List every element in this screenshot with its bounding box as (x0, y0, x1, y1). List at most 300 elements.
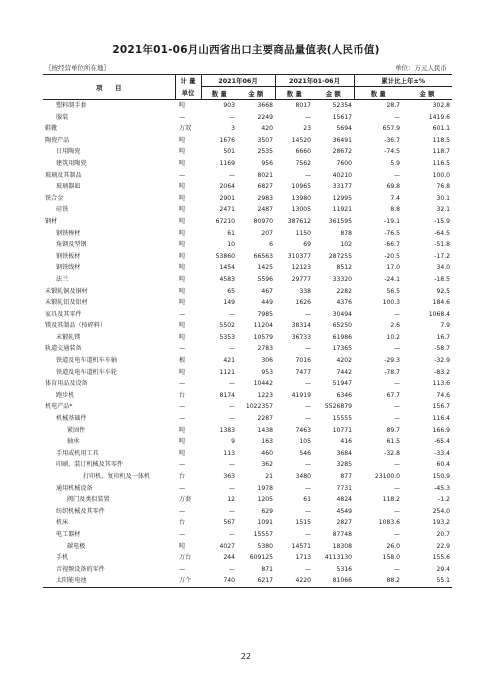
item-name: 铁道及电车道机车车轮 (56, 368, 117, 376)
cmp-qty-cell: 26.0 (386, 542, 401, 550)
month-qty-cell: 1383 (219, 426, 235, 434)
unit-cell: — (179, 530, 186, 538)
ytd-qty-cell: — (304, 345, 311, 353)
month-amt-cell: 7985 (257, 310, 273, 318)
cmp-amt-cell: 29.4 (436, 565, 451, 573)
month-qty-cell: — (228, 113, 235, 121)
month-qty-cell: 740 (201, 575, 237, 587)
table-row (43, 494, 452, 506)
item-name: 纺织机械及其零件 (56, 507, 105, 515)
item-name: 钢材 (45, 217, 58, 225)
cmp-qty-cell: -74.5 (384, 148, 401, 156)
item-name: 跑步机 (56, 391, 75, 399)
cmp-amt-cell: 32.1 (436, 206, 451, 214)
month-amt-cell: 467 (261, 287, 273, 295)
cmp-amt-cell: -1.2 (438, 496, 451, 504)
cmp-qty-cell: 28.7 (386, 102, 401, 109)
ytd-amt-cell: 2827 (336, 519, 353, 527)
item-name: 服装 (56, 113, 69, 121)
month-qty-cell: 149 (223, 299, 235, 307)
header-cmp-amt: 金 额 (402, 87, 452, 100)
month-amt-cell: 2783 (257, 345, 273, 353)
cmp-amt-cell: -33.4 (434, 449, 451, 457)
table-row (43, 401, 452, 413)
cmp-amt-cell: 1419.6 (428, 113, 451, 121)
cmp-qty-cell: -29.3 (384, 357, 401, 365)
unit-cell: 吨 (179, 194, 186, 202)
ytd-qty-cell: 7016 (295, 357, 311, 365)
month-amt-cell: 6 (269, 241, 273, 249)
ytd-qty-cell: 12123 (291, 264, 311, 272)
ytd-amt-cell: 4202 (336, 357, 353, 365)
export-commodity-table (43, 74, 452, 588)
item-name: 音视频设备的零件 (56, 565, 105, 573)
page-number: 22 (240, 652, 252, 661)
unit-cell: 吨 (179, 206, 186, 214)
month-qty-cell: — (228, 171, 235, 179)
item-name: 陶瓷产品 (45, 136, 70, 144)
cmp-amt-cell: -51.8 (434, 241, 451, 249)
month-qty-cell: — (228, 403, 235, 411)
ytd-amt-cell: 3285 (336, 461, 353, 469)
header-ytd: 2021年01-06月 (275, 75, 354, 87)
table-row (43, 262, 452, 274)
month-qty-cell: — (228, 484, 235, 492)
month-qty-cell: 363 (223, 473, 235, 480)
month-amt-cell: 871 (261, 565, 273, 573)
cmp-amt-cell: 55.1 (402, 575, 452, 587)
cmp-qty-cell: 69.8 (386, 183, 401, 191)
header-cmp-qty: 数 量 (354, 87, 402, 100)
table-row (43, 228, 452, 240)
month-qty-cell: 421 (223, 357, 235, 365)
ytd-amt-cell: 5694 (336, 125, 353, 133)
item-name: 印刷、装订机械及其零件 (56, 461, 124, 469)
cmp-amt-cell: 601.1 (432, 125, 451, 133)
ytd-qty-cell: 14520 (291, 136, 311, 144)
month-amt-cell: 1205 (257, 496, 273, 504)
unit-cell: 吨 (179, 322, 186, 330)
unit-cell: 万套 (179, 496, 192, 504)
cmp-amt-cell: 1068.4 (428, 310, 451, 318)
unit-cell: 吨 (179, 368, 186, 376)
cmp-amt-cell: 116.4 (432, 415, 451, 423)
unit-cell: — (179, 310, 186, 318)
unit-cell: 吨 (179, 287, 186, 295)
table-row (43, 552, 452, 564)
month-amt-cell: 8021 (257, 171, 273, 179)
cmp-amt-cell: 76.8 (436, 183, 451, 191)
table-row (43, 413, 452, 425)
ytd-amt-cell: 11921 (332, 206, 353, 214)
table-row (43, 123, 452, 135)
month-qty-cell: 903 (223, 102, 235, 109)
cmp-qty-cell: -24.1 (384, 275, 401, 283)
cmp-amt-cell: 118.7 (432, 148, 451, 156)
month-amt-cell: 2535 (257, 148, 273, 156)
month-amt-cell: 207 (261, 229, 273, 237)
table-row (43, 517, 452, 529)
item-name: 机电产品* (45, 403, 73, 411)
unit-cell: — (179, 345, 186, 353)
month-amt-cell: 2487 (257, 206, 273, 214)
month-qty-cell: 3 (231, 125, 235, 133)
cmp-amt-cell: 16.7 (436, 333, 451, 341)
cmp-amt-cell: 184.6 (432, 299, 451, 307)
cmp-amt-cell: 166.9 (432, 426, 451, 434)
unit-cell: 吨 (179, 264, 186, 272)
cmp-amt-cell: -18.5 (434, 275, 451, 283)
ytd-qty-cell: 8017 (295, 102, 311, 109)
cmp-amt-cell: 302.8 (432, 102, 451, 109)
cmp-qty-cell: 88.2 (354, 575, 402, 587)
item-name: 建筑用陶瓷 (56, 159, 87, 167)
unit-cell: — (179, 484, 186, 492)
item-name: 轴承 (67, 438, 80, 446)
cmp-amt-cell: 150.9 (432, 473, 451, 480)
unit-cell: 万个 (175, 575, 201, 587)
ytd-qty-cell: 1515 (295, 519, 311, 527)
cmp-qty-cell: -32.8 (384, 449, 401, 457)
table-row (43, 448, 452, 460)
table-row (43, 332, 452, 344)
item-name: 法兰 (56, 275, 69, 283)
ytd-qty-cell: 6660 (295, 148, 311, 156)
unit-cell: 吨 (179, 241, 186, 249)
month-qty-cell: — (228, 530, 235, 538)
cmp-qty-cell: — (393, 171, 401, 179)
cmp-qty-cell: — (393, 403, 401, 411)
cmp-qty-cell: 17.0 (386, 264, 401, 272)
month-amt-cell: 6827 (257, 183, 273, 191)
month-amt-cell: 163 (261, 438, 273, 446)
unit-cell: — (179, 565, 186, 573)
ytd-amt-cell: 361595 (328, 217, 353, 225)
item-name: 阀门及类似装置 (67, 496, 110, 504)
cmp-qty-cell: 100.3 (382, 299, 401, 307)
ytd-amt-cell: 4824 (336, 496, 353, 504)
month-amt-cell: 15557 (253, 530, 273, 538)
month-amt-cell: 1091 (257, 519, 273, 527)
item-name: 玻璃器皿 (56, 183, 81, 191)
cmp-qty-cell: 23100.0 (374, 473, 401, 480)
item-name: 角钢及型钢 (56, 241, 87, 249)
month-amt-cell: 629 (261, 507, 273, 515)
month-qty-cell: 2064 (219, 183, 235, 191)
unit-cell: — (179, 415, 186, 423)
ytd-qty-cell: 1713 (295, 554, 311, 562)
cmp-qty-cell: 67.7 (386, 391, 401, 399)
cmp-qty-cell: — (393, 345, 401, 353)
cmp-qty-cell: -78.7 (384, 368, 401, 376)
cmp-qty-cell: — (393, 415, 401, 423)
item-name: 家具及其零件 (45, 310, 82, 318)
item-name: 硅铁 (56, 206, 69, 214)
unit-cell: 吨 (179, 102, 186, 109)
ytd-qty-cell: 23 (303, 125, 311, 133)
item-name: 电工器材 (56, 530, 81, 538)
unit-cell: 吨 (179, 426, 186, 434)
cmp-qty-cell: -19.1 (384, 217, 401, 225)
month-qty-cell: 1676 (219, 136, 235, 144)
month-amt-cell: 609125 (249, 554, 273, 562)
header-unit-bottom: 单位 (175, 87, 201, 100)
month-amt-cell: 1978 (257, 484, 273, 492)
item-name: 钢铁线材 (56, 264, 81, 272)
header-month: 2021年06月 (201, 75, 275, 87)
month-qty-cell: 244 (223, 554, 235, 562)
month-amt-cell: 1438 (257, 426, 273, 434)
ytd-qty-cell: 10965 (291, 183, 311, 191)
ytd-qty-cell: — (304, 530, 311, 538)
unit-cell: 台 (179, 473, 186, 480)
scope-note: 〖按经营单位所在地〗 (45, 64, 110, 72)
month-qty-cell: — (228, 507, 235, 515)
ytd-amt-cell: 5316 (336, 565, 353, 573)
item-name: 鞋靴 (45, 125, 58, 133)
item-name: 体育用品及设备 (45, 380, 88, 388)
ytd-amt-cell: 416 (340, 438, 353, 446)
month-qty-cell: 5502 (219, 322, 235, 330)
table-row (43, 425, 452, 437)
unit-cell: 万台 (179, 554, 192, 562)
month-amt-cell: 10442 (253, 380, 273, 388)
table-row (43, 564, 452, 576)
unit-cell: 吨 (179, 333, 186, 341)
cmp-qty-cell: — (393, 310, 401, 318)
ytd-qty-cell: 69 (303, 241, 311, 249)
unit-cell: 吨 (179, 148, 186, 156)
ytd-qty-cell: 310377 (287, 252, 311, 260)
ytd-qty-cell: 3480 (295, 473, 311, 480)
ytd-amt-cell: 4376 (336, 299, 353, 307)
ytd-amt-cell: 33320 (332, 275, 353, 283)
ytd-amt-cell: 15617 (332, 113, 353, 121)
cmp-amt-cell: 155.6 (432, 554, 451, 562)
ytd-qty-cell: 7562 (295, 159, 311, 167)
table-row (43, 343, 452, 355)
ytd-qty-cell: — (304, 403, 311, 411)
cmp-qty-cell: — (393, 461, 401, 469)
ytd-qty-cell: — (304, 380, 311, 388)
item-name: 通用机械设备 (56, 484, 93, 492)
month-qty-cell: — (228, 461, 235, 469)
cmp-qty-cell: 1083.6 (378, 519, 401, 527)
header-unit-top: 计 量 (175, 75, 201, 87)
table-row (43, 378, 452, 390)
unit-cell: — (179, 113, 186, 121)
item-name: 未锻轧镁 (56, 333, 81, 341)
month-qty-cell: — (228, 310, 235, 318)
ytd-amt-cell: 12995 (332, 194, 353, 202)
month-qty-cell: 4583 (219, 275, 235, 283)
ytd-qty-cell: 105 (299, 438, 311, 446)
cmp-qty-cell: 2.6 (390, 322, 401, 330)
month-amt-cell: 1425 (257, 264, 273, 272)
unit-cell: — (179, 507, 186, 515)
cmp-qty-cell: — (393, 484, 401, 492)
unit-cell: 吨 (179, 252, 186, 260)
item-name: 钢铁棒材 (56, 229, 81, 237)
cmp-amt-cell: -65.4 (434, 438, 451, 446)
month-amt-cell: 1022357 (245, 403, 273, 411)
cmp-amt-cell: -83.2 (434, 368, 451, 376)
cmp-qty-cell: -66.7 (384, 241, 401, 249)
cmp-amt-cell: 74.6 (436, 391, 451, 399)
month-qty-cell: 53860 (215, 252, 235, 260)
unit-cell: 吨 (179, 136, 186, 144)
table-row (43, 529, 452, 541)
ytd-amt-cell: 81066 (313, 575, 354, 587)
unit-cell: 吨 (179, 217, 186, 225)
cmp-qty-cell: 10.2 (386, 333, 401, 341)
month-qty-cell: — (228, 415, 235, 423)
table-row (43, 239, 452, 251)
unit-cell: — (179, 403, 186, 411)
ytd-amt-cell: 287255 (328, 252, 353, 260)
header-ytd-amt: 金 额 (313, 87, 354, 100)
ytd-amt-cell: 30494 (332, 310, 353, 318)
ytd-amt-cell: 87748 (332, 530, 353, 538)
unit-cell: 台 (179, 391, 186, 399)
month-qty-cell: 2901 (219, 194, 235, 202)
header-item: 项 目 (43, 75, 175, 100)
cmp-qty-cell: 158.0 (382, 554, 401, 562)
month-qty-cell: — (228, 565, 235, 573)
ytd-qty-cell: — (304, 310, 311, 318)
ytd-qty-cell: — (304, 507, 311, 515)
month-qty-cell: 1121 (219, 368, 235, 376)
ytd-amt-cell: 28672 (332, 148, 353, 156)
cmp-amt-cell: 22.9 (436, 542, 451, 550)
cmp-amt-cell: 254.0 (432, 507, 451, 515)
table-row (43, 471, 452, 483)
cmp-amt-cell: 7.9 (440, 322, 451, 330)
item-name: 太阳能电池 (43, 575, 175, 587)
cmp-amt-cell: 113.6 (432, 380, 451, 388)
header-ytd-qty: 数 量 (275, 87, 313, 100)
cmp-qty-cell: 657.9 (382, 125, 401, 133)
table-row (43, 483, 452, 495)
cmp-amt-cell: 60.4 (436, 461, 451, 469)
cmp-qty-cell: -36.7 (384, 136, 401, 144)
month-qty-cell: 12 (227, 496, 235, 504)
table-row (43, 170, 452, 182)
ytd-qty-cell: 7463 (295, 426, 311, 434)
month-amt-cell: 3507 (257, 136, 273, 144)
header-month-amt: 金 额 (237, 87, 275, 100)
unit-note: 单位：万元人民币 (395, 64, 447, 72)
ytd-amt-cell: 33177 (332, 183, 353, 191)
item-name: 铁道及电车道机车车轴 (56, 357, 117, 365)
month-qty-cell: 1454 (219, 264, 235, 272)
table-row (43, 146, 452, 158)
table-row (43, 459, 452, 471)
ytd-qty-cell: 546 (299, 449, 311, 457)
ytd-amt-cell: 7600 (336, 159, 353, 167)
table-row (43, 193, 452, 205)
month-amt-cell: 10579 (253, 333, 273, 341)
cmp-qty-cell: 5.9 (390, 159, 401, 167)
month-amt-cell: 420 (261, 125, 273, 133)
ytd-amt-cell: 5526879 (324, 403, 353, 411)
cmp-amt-cell: -17.2 (434, 252, 451, 260)
cmp-qty-cell: 89.7 (386, 426, 401, 434)
item-name: 铁合金 (45, 194, 64, 202)
table-row (43, 204, 452, 216)
ytd-amt-cell: 40210 (332, 171, 353, 179)
item-name: 未锻轧铝及铝材 (45, 299, 88, 307)
cmp-qty-cell: — (393, 113, 401, 121)
month-amt-cell: 2249 (257, 113, 273, 121)
cmp-amt-cell: 20.7 (436, 530, 451, 538)
ytd-qty-cell: — (304, 565, 311, 573)
header-month-qty: 数 量 (201, 87, 237, 100)
table-row (43, 251, 452, 263)
item-name: 手机 (56, 554, 69, 562)
month-amt-cell: 956 (261, 159, 273, 167)
cmp-qty-cell: -20.5 (384, 252, 401, 260)
month-amt-cell: 5596 (257, 275, 273, 283)
ytd-qty-cell: 338 (299, 287, 311, 295)
item-name: 打印机、复印机及一体机 (83, 473, 151, 480)
unit-cell: — (179, 171, 186, 179)
ytd-amt-cell: 102 (340, 241, 353, 249)
item-name: 未锻轧铜及铜材 (45, 287, 88, 295)
table-body (43, 100, 452, 588)
table-row (43, 100, 452, 112)
month-qty-cell: 8174 (219, 391, 235, 399)
month-amt-cell: 3668 (257, 102, 273, 109)
unit-cell: 吨 (179, 159, 186, 167)
item-name: 碳电极 (67, 542, 86, 550)
cmp-amt-cell: -64.5 (434, 229, 451, 237)
table-row (43, 541, 452, 553)
cmp-amt-cell: 193.2 (432, 519, 451, 527)
month-amt-cell: 460 (261, 449, 273, 457)
month-amt-cell: 2287 (257, 415, 273, 423)
cmp-amt-cell: 156.7 (432, 403, 451, 411)
month-amt-cell: 1223 (257, 391, 273, 399)
cmp-qty-cell: — (393, 565, 401, 573)
month-qty-cell: 5353 (219, 333, 235, 341)
ytd-qty-cell: — (304, 171, 311, 179)
table-row (43, 320, 452, 332)
cmp-amt-cell: -15.9 (434, 217, 451, 225)
ytd-qty-cell: — (304, 484, 311, 492)
month-qty-cell: 1169 (219, 159, 235, 167)
table-row (43, 506, 452, 518)
unit-cell: 吨 (179, 229, 186, 237)
cmp-qty-cell: -76.5 (384, 229, 401, 237)
month-amt-cell: 6217 (237, 575, 275, 587)
ytd-amt-cell: 52354 (332, 102, 353, 109)
ytd-amt-cell: 7731 (336, 484, 353, 492)
unit-cell: 台 (179, 519, 186, 527)
ytd-qty-cell: — (304, 415, 311, 423)
month-amt-cell: 80970 (253, 217, 273, 225)
cmp-qty-cell: — (393, 507, 401, 515)
item-name: 塑料制手套 (56, 102, 87, 109)
month-amt-cell: 5380 (257, 542, 273, 550)
month-amt-cell: 2983 (257, 194, 273, 202)
table-row (43, 216, 452, 228)
month-qty-cell: 61 (227, 229, 235, 237)
month-qty-cell: 67210 (215, 217, 235, 225)
table-row (43, 112, 452, 124)
item-name: 机床 (56, 519, 69, 527)
table-row (43, 575, 452, 587)
